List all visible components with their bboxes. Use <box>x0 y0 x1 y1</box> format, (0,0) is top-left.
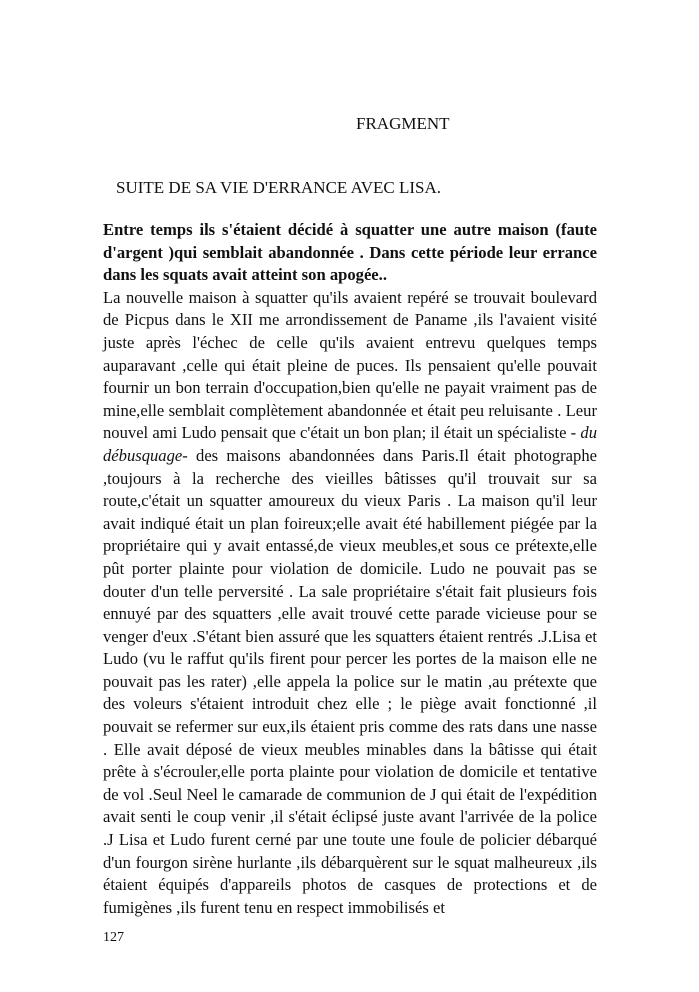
chapter-title: FRAGMENT <box>356 114 450 133</box>
main-paragraph-part1: La nouvelle maison à squatter qu'ils avaient repéré se trouvait boulevard de Picpus dans le XII me arrondissement de Paname ,ils l'avaient visité juste après l'échec de celle qu'ils avaient entrevu quelques temps auparavant ,celle qui était pleine de puces. Ils pensaient qu'elle pouvait fournir un bon terrain d'occupation,bien qu'elle ne payait vraiment pas de mine,elle semblait complètement abandonnée et était peu reluisante . Leur nouvel ami Ludo pensait que c'était un bon plan; il était un spécialiste - <box>103 287 597 443</box>
italic-phrase: du débusquage- <box>103 423 597 465</box>
body-text <box>103 219 597 919</box>
main-paragraph-part2: des maisons abandonnées dans Paris.Il était photographe ,toujours à la recherche des vieilles bâtisses qu'il trouvait sur sa route,c'était un squatter amoureux du vieux Paris . La maison qu'il leur avait indiqué était un plan foireux;elle avait été habillement piégée par la propriétaire qui y avait entassé,de vieux meubles,et sous ce prétexte,elle pût porter plainte pour violation de domicile. Ludo ne pouvait pas se douter d'un telle perversité . La sale propriétaire s'était fait plusieurs fois ennuyé par des squatters ,elle avait trouvé cette parade vicieuse pour se venger d'eux .S'étant bien assuré que les squatters étaient rentrés .J.Lisa et Ludo (vu le raffut qu'ils firent pour percer les portes de la maison elle ne pouvait pas les rater) ,elle appela la police sur le matin ,au prétexte que des voleurs s'étaient introduit chez elle ; le piège avait fonctionné ,il pouvait se refermer sur eux,ils étaient pris comme des rats dans une nasse . Elle avait déposé de vieux meubles minables dans la bâtisse qui était prête à s'écrouler,elle porta plainte pour violation de domicile et tentative de vol .Seul Neel le camarade de communion de J qui était de l'expédition avait senti le coup venir ,il s'était éclipsé juste avant l'arrivée de la police .J Lisa et Ludo furent cerné par une toute une foule de policier débarqué d'un fourgon sirène hurlante ,ils débarquèrent sur le squat malheureux ,ils étaient équipés d'appareils photos de casques de protections et de fumigènes ,ils furent tenu en respect immobilisés et <box>103 445 597 917</box>
intro-paragraph: Entre temps ils s'étaient décidé à squatter une autre maison (faute d'argent )qui semblait abandonnée . Dans cette période leur errance dans les squats avait atteint son apogée.. <box>103 220 597 285</box>
page-number: 127 <box>103 930 124 945</box>
main-paragraph <box>103 287 597 920</box>
section-subtitle: SUITE DE SA VIE D'ERRANCE AVEC LISA. <box>116 178 441 197</box>
